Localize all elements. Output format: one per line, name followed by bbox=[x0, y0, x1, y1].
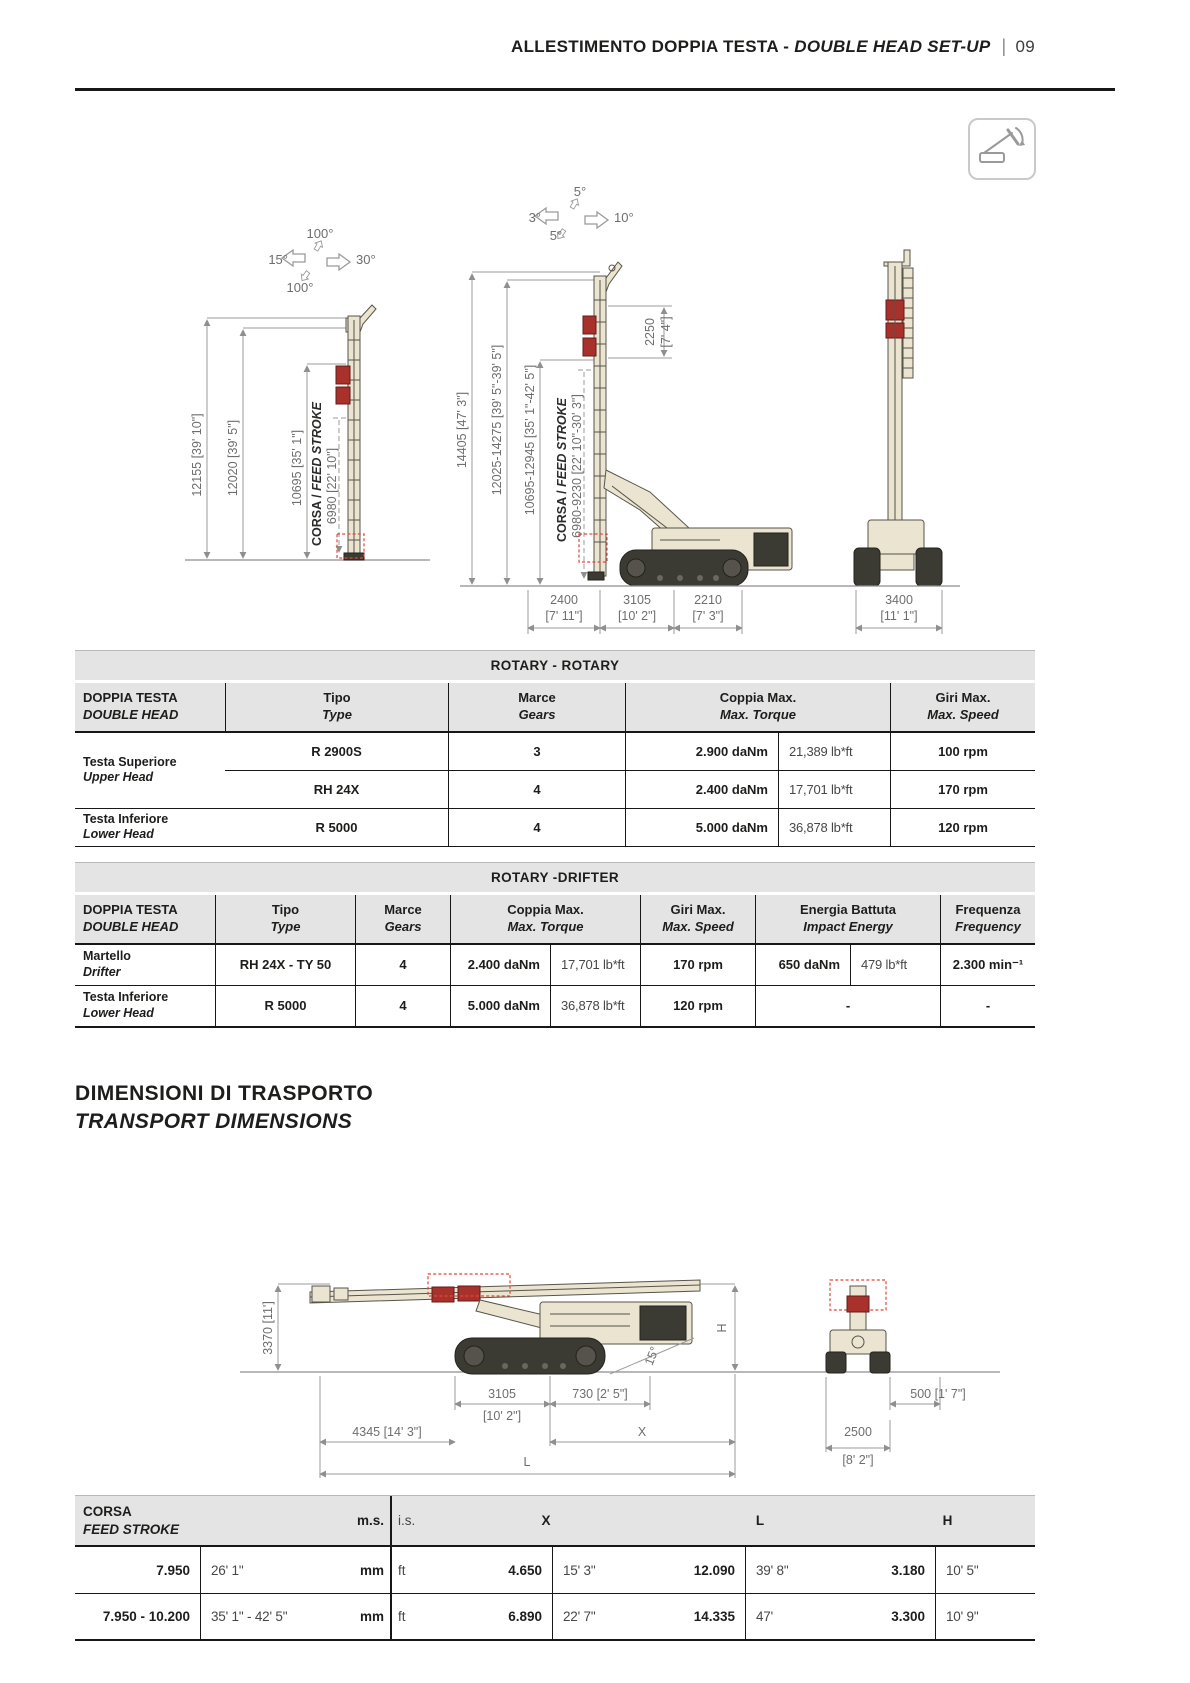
center-view-dimensions bbox=[455, 272, 673, 584]
transport-dim-3105-ft: [10' 2"] bbox=[482, 1409, 522, 1423]
col-header-x: X bbox=[541, 1513, 551, 1528]
col-header-l: L bbox=[755, 1513, 765, 1528]
drifter-table-header bbox=[75, 895, 1035, 945]
table-row bbox=[225, 771, 1035, 808]
transport-table bbox=[75, 1495, 1035, 1641]
col-header-frequency: Frequenza Frequency bbox=[940, 895, 1035, 943]
dim-label: 14405 [47' 3"] bbox=[455, 391, 469, 469]
gears-cell: 4 bbox=[448, 771, 625, 808]
rotary-rotary-table bbox=[75, 650, 1035, 847]
table-row bbox=[225, 809, 1035, 846]
l-metric-cell: 12.090 bbox=[693, 1562, 735, 1578]
width-dim-mm: 3400 bbox=[885, 593, 913, 607]
transport-dim-2500-ft: [8' 2"] bbox=[842, 1453, 874, 1467]
right-block-arrow-icon bbox=[585, 212, 608, 228]
row-label-drifter: Martello Drifter bbox=[83, 949, 131, 979]
is-unit-cell: ft bbox=[390, 1547, 432, 1593]
transport-angle-label: 15° bbox=[641, 1344, 663, 1368]
head-dim-mm: 2250 bbox=[643, 318, 657, 346]
left-view-mast-drawing bbox=[336, 305, 376, 560]
page-title-italian: ALLESTIMENTO DOPPIA TESTA - bbox=[511, 37, 795, 56]
gears-cell: 4 bbox=[448, 809, 625, 846]
angle-label: 3° bbox=[528, 210, 541, 225]
x-imperial-cell: 22' 7" bbox=[552, 1594, 660, 1639]
type-cell: RH 24X - TY 50 bbox=[215, 945, 355, 985]
col-header-ms: m.s. bbox=[356, 1513, 384, 1528]
row-label-lower-head: Testa Inferiore Lower Head bbox=[83, 811, 169, 842]
stroke-metric-cell: 7.950 - 10.200 bbox=[102, 1609, 190, 1624]
energy-cell: - bbox=[755, 986, 940, 1026]
angle-label: 5° bbox=[549, 228, 563, 243]
angle-label: 100° bbox=[306, 226, 334, 241]
dim-label: 10695 [35' 1"] bbox=[290, 429, 304, 507]
type-cell: RH 24X bbox=[313, 781, 360, 797]
width-dim-ft: [11' 1"] bbox=[880, 609, 918, 623]
torque-imperial-cell: 36,878 lb*ft bbox=[778, 809, 890, 846]
col-header-type: Tipo Type bbox=[215, 895, 355, 943]
h-imperial-cell: 10' 5" bbox=[935, 1547, 1035, 1593]
torque-metric-cell: 2.400 daNm bbox=[625, 771, 778, 808]
angle-label: 100° bbox=[286, 280, 314, 295]
dim-label: 12020 [39' 5"] bbox=[226, 419, 240, 497]
col-header-speed: Giri Max. Max. Speed bbox=[640, 895, 755, 943]
speed-cell: 170 rpm bbox=[640, 945, 755, 985]
rotary-drifter-table bbox=[75, 862, 1035, 1028]
angle-label: 15° bbox=[268, 252, 288, 267]
title-divider: | bbox=[1001, 36, 1007, 56]
torque-metric-cell: 5.000 daNm bbox=[625, 809, 778, 846]
x-metric-cell: 6.890 bbox=[508, 1609, 542, 1624]
feed-stroke-label: CORSA / FEED STROKE bbox=[310, 401, 324, 547]
row-label-upper-head: Testa Superiore Upper Head bbox=[83, 754, 177, 785]
center-view-angle-annotations bbox=[529, 184, 634, 243]
h-metric-cell: 3.180 bbox=[891, 1562, 925, 1578]
transport-dim-2500: 2500 bbox=[844, 1425, 872, 1439]
transport-heading-english: TRANSPORT DIMENSIONS bbox=[75, 1110, 353, 1133]
stroke-imperial-cell: 26' 1" bbox=[200, 1547, 330, 1593]
torque-metric-cell: 2.400 daNm bbox=[450, 945, 550, 985]
right-view-rig-drawing bbox=[854, 250, 942, 586]
transport-row bbox=[75, 1547, 1035, 1594]
col-header-torque: Coppia Max. Max. Torque bbox=[450, 895, 640, 943]
page-title-english: DOUBLE HEAD SET-UP bbox=[794, 37, 991, 56]
width-dim-ft: [7' 3"] bbox=[692, 609, 724, 623]
gears-cell: 4 bbox=[355, 986, 450, 1026]
col-header-gears: Marce Gears bbox=[448, 683, 625, 731]
stroke-imperial-cell: 35' 1" - 42' 5" bbox=[200, 1594, 330, 1639]
transport-table-header bbox=[75, 1495, 1035, 1547]
col-header-gears: Marce Gears bbox=[355, 895, 450, 943]
col-header-is: i.s. bbox=[390, 1496, 432, 1545]
width-dim-ft: [10' 2"] bbox=[617, 609, 657, 623]
torque-metric-cell: 5.000 daNm bbox=[450, 986, 550, 1026]
gears-cell: 3 bbox=[448, 733, 625, 770]
l-metric-cell: 14.335 bbox=[693, 1609, 735, 1624]
type-cell: R 5000 bbox=[215, 986, 355, 1026]
ms-unit-cell: mm bbox=[359, 1609, 384, 1624]
type-cell: R 2900S bbox=[311, 743, 362, 759]
lower-head-row-group bbox=[75, 809, 1035, 847]
drifter-row bbox=[75, 945, 1035, 986]
width-dim-mm: 3105 bbox=[623, 593, 651, 607]
l-imperial-cell: 39' 8" bbox=[745, 1547, 860, 1593]
speed-cell: 170 rpm bbox=[890, 771, 1035, 808]
col-header-impact-energy: Energia Battuta Impact Energy bbox=[755, 895, 940, 943]
h-imperial-cell: 10' 9" bbox=[935, 1594, 1035, 1639]
is-unit-cell: ft bbox=[390, 1594, 432, 1639]
dim-label: 12025-14275 [39' 5"-39' 5"] bbox=[490, 344, 504, 496]
speed-cell: 120 rpm bbox=[640, 986, 755, 1026]
ms-unit-cell: mm bbox=[359, 1562, 384, 1578]
width-dim-ft: [7' 11"] bbox=[545, 609, 583, 623]
frequency-cell: - bbox=[940, 986, 1035, 1026]
col-header-h: H bbox=[942, 1513, 953, 1528]
feed-stroke-value: 6980 [22' 10"] bbox=[325, 447, 339, 525]
angle-label: 30° bbox=[356, 252, 376, 267]
x-imperial-cell: 15' 3" bbox=[552, 1547, 660, 1593]
table-row bbox=[225, 733, 1035, 771]
col-header-double-head: DOPPIA TESTA DOUBLE HEAD bbox=[83, 690, 179, 722]
speed-cell: 120 rpm bbox=[890, 809, 1035, 846]
feed-stroke-value: 6980-9230 [22' 10"-30' 3"] bbox=[570, 394, 584, 538]
left-view-dimensions bbox=[185, 318, 430, 560]
torque-imperial-cell: 36,878 lb*ft bbox=[550, 986, 640, 1026]
speed-cell: 100 rpm bbox=[890, 733, 1035, 770]
rotary-table-title: ROTARY - ROTARY bbox=[75, 650, 1035, 680]
setup-width-dimensions bbox=[460, 586, 960, 634]
dim-label: 12155 [39' 10"] bbox=[190, 413, 204, 497]
left-view-angle-annotations bbox=[268, 226, 375, 295]
transport-h-label: H bbox=[715, 1323, 729, 1333]
l-imperial-cell: 47' bbox=[745, 1594, 860, 1639]
col-header-feed-stroke: CORSA FEED STROKE bbox=[83, 1503, 180, 1537]
transport-rear-view-drawing bbox=[826, 1280, 890, 1373]
transport-dim-4345: 4345 [14' 3"] bbox=[352, 1425, 422, 1439]
angle-label: 5° bbox=[573, 184, 587, 199]
col-header-speed: Giri Max. Max. Speed bbox=[890, 683, 1035, 731]
transport-row bbox=[75, 1594, 1035, 1641]
page-number: 09 bbox=[1015, 37, 1035, 56]
transport-heading-italian: DIMENSIONI DI TRASPORTO bbox=[75, 1082, 374, 1105]
lower-head-row bbox=[75, 986, 1035, 1028]
transport-x-label: X bbox=[637, 1425, 647, 1439]
right-block-arrow-icon bbox=[327, 254, 350, 270]
torque-metric-cell: 2.900 daNm bbox=[625, 733, 778, 770]
stroke-metric-cell: 7.950 bbox=[156, 1562, 190, 1578]
energy-metric-cell: 650 daNm bbox=[755, 945, 850, 985]
width-dim-mm: 2210 bbox=[694, 593, 722, 607]
head-dim-ft: [7' 4"] bbox=[659, 316, 673, 348]
gears-cell: 4 bbox=[355, 945, 450, 985]
torque-imperial-cell: 21,389 lb*ft bbox=[778, 733, 890, 770]
angle-label: 10° bbox=[614, 210, 634, 225]
center-view-rig-drawing bbox=[579, 262, 792, 586]
feed-stroke-label: CORSA / FEED STROKE bbox=[555, 397, 569, 543]
upper-head-row-group bbox=[75, 733, 1035, 809]
rotary-table-header bbox=[75, 683, 1035, 733]
col-header-type: Tipo Type bbox=[225, 683, 448, 731]
transport-l-label: L bbox=[523, 1455, 531, 1469]
h-metric-cell: 3.300 bbox=[891, 1609, 925, 1624]
transport-height-dim: 3370 [11'] bbox=[261, 1301, 275, 1355]
dim-label: 10695-12945 [35' 1"-42' 5"] bbox=[523, 364, 537, 516]
torque-imperial-cell: 17,701 lb*ft bbox=[778, 771, 890, 808]
col-header-double-head: DOPPIA TESTA DOUBLE HEAD bbox=[83, 902, 179, 934]
energy-imperial-cell: 479 lb*ft bbox=[850, 945, 940, 985]
frequency-cell: 2.300 min⁻¹ bbox=[940, 945, 1035, 985]
type-cell: R 5000 bbox=[315, 819, 358, 835]
transport-dim-500: 500 [1' 7"] bbox=[910, 1387, 966, 1401]
transport-dim-3105: 3105 bbox=[488, 1387, 516, 1401]
width-dim-mm: 2400 bbox=[550, 593, 578, 607]
x-metric-cell: 4.650 bbox=[508, 1562, 542, 1578]
drifter-table-title: ROTARY -DRIFTER bbox=[75, 862, 1035, 892]
transport-dim-730: 730 [2' 5"] bbox=[572, 1387, 628, 1401]
col-header-torque: Coppia Max. Max. Torque bbox=[625, 683, 890, 731]
row-label-lower-head: Testa Inferiore Lower Head bbox=[83, 990, 169, 1020]
torque-imperial-cell: 17,701 lb*ft bbox=[550, 945, 640, 985]
